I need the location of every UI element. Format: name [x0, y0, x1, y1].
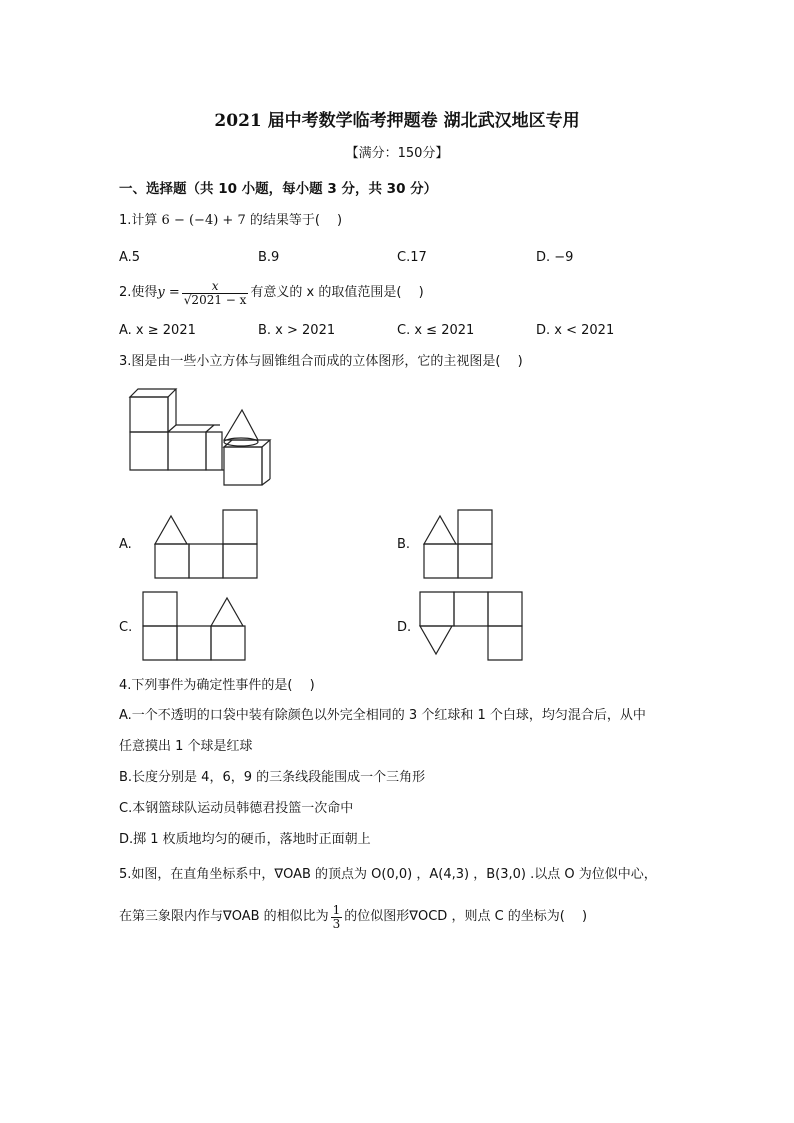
q4-option-a-line1[interactable]: A.一个不透明的口袋中装有除颜色以外完全相同的 3 个红球和 1 个白球，均匀混合后，从中	[119, 708, 646, 723]
q3-option-a-label[interactable]: A.	[119, 537, 132, 552]
q2-lhs: y =	[157, 285, 180, 300]
q2-fraction-denominator: √2021 − x	[183, 292, 247, 307]
q1-prefix: 1.计算	[119, 213, 162, 228]
section-heading: 一、选择题（共 10 小题，每小题 3 分，共 30 分）	[119, 181, 438, 197]
q1-option-a[interactable]: A.5	[119, 250, 141, 265]
q3-solid-figure	[120, 385, 270, 495]
q2-prefix: 2.使得	[119, 285, 158, 300]
question-4: 4.下列事件为确定性事件的是( )	[119, 678, 315, 693]
page-title: 2021 届中考数学临考押题卷 湖北武汉地区专用	[214, 111, 580, 131]
q5-line2-suffix: 的位似图形∇OCD ，则点 C 的坐标为( )	[344, 909, 588, 924]
q3-option-b-figure[interactable]	[422, 508, 492, 580]
q4-option-b[interactable]: B.长度分别是 4，6，9 的三条线段能围成一个三角形	[119, 770, 426, 785]
q1-expression: 6 − (−4) + 7	[161, 213, 246, 228]
q1-suffix: 的结果等于( )	[245, 213, 343, 228]
q2-option-a[interactable]: A. x ≥ 2021	[119, 323, 196, 338]
q4-option-d[interactable]: D.掷 1 枚质地均匀的硬币，落地时正面朝上	[119, 832, 371, 847]
question-2	[119, 276, 424, 310]
q3-option-d-figure[interactable]	[418, 590, 522, 662]
q3-option-b-label[interactable]: B.	[397, 537, 411, 552]
q2-fraction-numerator: x	[211, 278, 219, 293]
q3-option-c-figure[interactable]	[141, 590, 245, 662]
q3-option-d-label[interactable]: D.	[397, 620, 412, 635]
q4-option-a-line2[interactable]: 任意摸出 1 个球是红球	[119, 739, 253, 754]
q3-option-a-figure[interactable]	[153, 508, 257, 580]
q2-option-b[interactable]: B. x > 2021	[258, 323, 336, 338]
q5-line2-prefix: 在第三象限内作与∇OAB 的相似比为	[119, 909, 329, 924]
q1-option-b[interactable]: B.9	[258, 250, 280, 265]
question-3: 3.图是由一些小立方体与圆锥组合而成的立体图形，它的主视图是( )	[119, 354, 523, 369]
full-score: 【满分：150分】	[345, 146, 449, 161]
q1-option-c[interactable]: C.17	[397, 250, 427, 265]
q5-fraction-numerator: 1	[332, 902, 341, 917]
question-5-line1: 5.如图，在直角坐标系中，∇OAB 的顶点为 O(0,0) ，A(4,3) ，B(3,0) .以点 O 为位似中心，	[119, 867, 657, 882]
q4-option-c[interactable]: C.本钢篮球队运动员韩德君投篮一次命中	[119, 801, 354, 816]
q5-ratio-fraction	[331, 904, 343, 931]
q2-fraction	[182, 280, 249, 307]
q3-option-c-label[interactable]: C.	[119, 620, 133, 635]
q5-fraction-denominator: 3	[332, 916, 341, 931]
q1-option-d[interactable]: D. −9	[536, 250, 574, 265]
question-1	[119, 213, 342, 229]
q2-suffix: 有意义的 x 的取值范围是( )	[250, 285, 424, 300]
q2-option-c[interactable]: C. x ≤ 2021	[397, 323, 475, 338]
q2-option-d[interactable]: D. x < 2021	[536, 323, 615, 338]
question-5-line2	[119, 899, 587, 935]
